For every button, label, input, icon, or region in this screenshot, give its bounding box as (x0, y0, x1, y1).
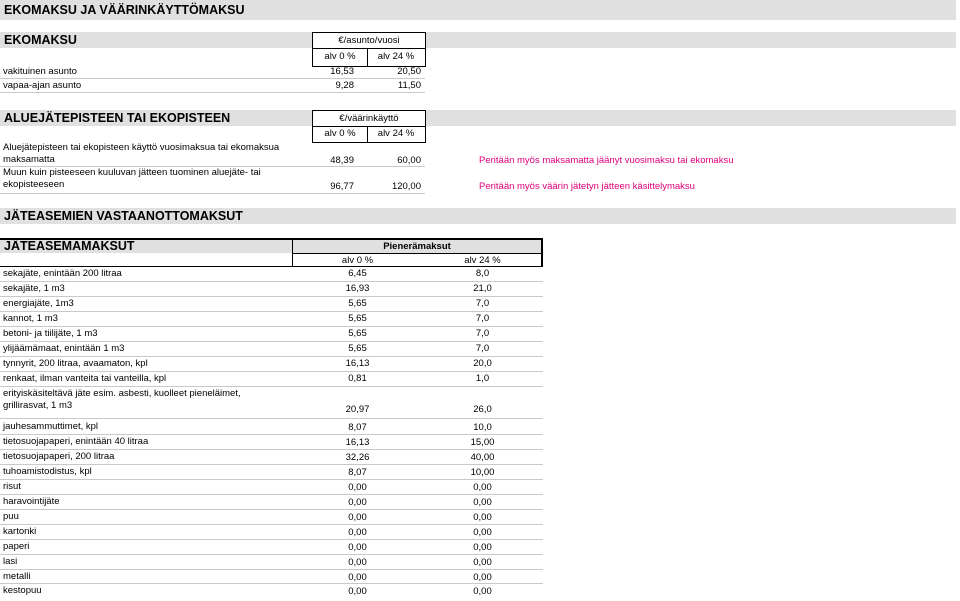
jateasema-row-divider (0, 418, 543, 419)
jateasema-row-divider (0, 554, 543, 555)
jateasema-row-label: metalli (3, 571, 31, 582)
jateasema-row-label: tietosuojapaperi, enintään 40 litraa (3, 436, 149, 447)
jateasema-row-v2: 7,0 (475, 343, 490, 354)
jateasema-row-divider (0, 434, 543, 435)
aluejate-unit-divider (313, 126, 425, 127)
jateasema-row-v1: 0,00 (348, 557, 367, 568)
jateasema-row-label: betoni- ja tiilijäte, 1 m3 (3, 328, 98, 339)
jateasema-row-v1: 5,65 (348, 343, 367, 354)
jateasema-row-divider (0, 494, 543, 495)
jateasema-row-v1: 20,97 (345, 404, 370, 415)
jateasema-row-divider (0, 449, 543, 450)
aluejate-row-label-b: maksamatta (3, 154, 55, 165)
jateasema-col1: alv 0 % (341, 255, 374, 266)
ekomaksu-col2: alv 24 % (377, 51, 415, 62)
ekomaksu-row-divider (0, 78, 425, 79)
jateasema-row-v1: 0,00 (348, 512, 367, 523)
aluejate-row-v2: 60,00 (397, 155, 421, 166)
jateasema-row-divider (0, 509, 543, 510)
jateasema-row-v1: 16,13 (345, 358, 370, 369)
jateasema-row-label: paperi (3, 541, 30, 552)
aluejate-row-divider (0, 193, 425, 194)
jateasema-row-label: lasi (3, 556, 18, 567)
jateasema-row-divider (0, 569, 543, 570)
ekomaksu-row-v1: 16,53 (330, 66, 354, 77)
jateasema-row-v2: 0,00 (473, 482, 492, 493)
aluejate-row-v1: 48,39 (330, 155, 354, 166)
jateasema-row-divider (0, 583, 543, 584)
jateasema-row-v1: 0,00 (348, 497, 367, 508)
jateasema-row-v2: 1,0 (475, 373, 490, 384)
jateasema-row-v1: 0,00 (348, 482, 367, 493)
aluejate-row-v1: 96,77 (330, 181, 354, 192)
ekomaksu-header-band (0, 32, 956, 48)
ekomaksu-row-divider (0, 92, 425, 93)
jateasema-row-v1: 0,00 (348, 586, 367, 597)
jateasema-row-divider (0, 371, 543, 372)
jateasema-row-v1: 0,00 (348, 572, 367, 583)
ekomaksu-row-label: vapaa-ajan asunto (3, 80, 82, 91)
jateasema-row-label: tuhoamistodistus, kpl (3, 466, 92, 477)
jateasema-row-v2: 21,0 (473, 283, 492, 294)
jateasema-row-v1: 6,45 (348, 268, 367, 279)
jateasema-row-v1: 8,07 (348, 467, 367, 478)
jateasema-row-divider (0, 524, 543, 525)
ekomaksu-title: EKOMAKSU (4, 33, 77, 47)
jateasema-row-label: kannot, 1 m3 (3, 313, 58, 324)
jateasema-row-divider (0, 386, 543, 387)
jateasema-row-label: kartonki (3, 526, 37, 537)
aluejate-row-label-a: Aluejätepisteen tai ekopisteen käyttö vuosimaksua tai ekomaksua (3, 142, 280, 153)
jateasema-row-label: tynnyrit, 200 litraa, avaamaton, kpl (3, 358, 148, 369)
page-title: EKOMAKSU JA VÄÄRINKÄYTTÖMAKSU (4, 3, 245, 17)
jateasema-row-label: risut (3, 481, 21, 492)
aluejate-row-note: Peritään myös väärin jätetyn jätteen käsittelymaksu (479, 181, 695, 192)
jateasema-col2: alv 24 % (464, 255, 501, 266)
jateasema-row-v2: 0,00 (473, 512, 492, 523)
jateasema-row-v2: 20,0 (473, 358, 492, 369)
jateasema-row-label: energiajäte, 1m3 (3, 298, 74, 309)
jateasema-row-v1: 5,65 (348, 328, 367, 339)
aluejate-row-note: Peritään myös maksamatta jäänyt vuosimaksu tai ekomaksu (479, 155, 734, 166)
ekomaksu-row-v1: 9,28 (335, 80, 354, 91)
jateasema-row-v2: 26,0 (473, 404, 492, 415)
ekomaksu-unit-divider (313, 48, 425, 49)
jateasema-row-v1: 0,00 (348, 527, 367, 538)
jateasema-row-v2: 40,00 (470, 452, 495, 463)
jateasema-row-v2: 0,00 (473, 586, 492, 597)
jateasema-row-v2: 15,00 (470, 437, 495, 448)
aluejate-col1: alv 0 % (324, 128, 356, 139)
jateasema-row-label: renkaat, ilman vanteita tai vanteilla, kpl (3, 373, 167, 384)
aluejate-col2: alv 24 % (377, 128, 415, 139)
jateasema-row-divider (0, 311, 543, 312)
jateasema-row-divider (0, 326, 543, 327)
jateasema-row-v2: 0,00 (473, 497, 492, 508)
ekomaksu-col1: alv 0 % (324, 51, 356, 62)
jateasema-row-label: sekajäte, 1 m3 (3, 283, 65, 294)
jateasema-row-v2: 8,0 (475, 268, 490, 279)
jateasema-row-divider (0, 464, 543, 465)
ekomaksu-row-v2: 20,50 (397, 66, 421, 77)
jateasema-row-v1: 5,65 (348, 313, 367, 324)
jateasema-row-v2: 0,00 (473, 572, 492, 583)
jateasema-row-v2: 7,0 (475, 298, 490, 309)
aluejate-unit: €/väärinkäyttö (339, 113, 399, 124)
jateasema-row-divider (0, 539, 543, 540)
jateasema-row-label: tietosuojapaperi, 200 litraa (3, 451, 115, 462)
jateasema-row-label: puu (3, 511, 19, 522)
jateasema-header-bottom (0, 266, 543, 267)
jateasema-row-v2: 7,0 (475, 328, 490, 339)
jateasema-row-label-line2: grillirasvat, 1 m3 (3, 400, 73, 411)
jateasema-row-divider (0, 281, 543, 282)
jateasema-row-v2: 0,00 (473, 527, 492, 538)
jateasema-row-v1: 16,13 (345, 437, 370, 448)
jateasema-row-divider (0, 296, 543, 297)
jateasema-row-divider (0, 479, 543, 480)
jateasema-group-divider (292, 253, 542, 254)
jateasema-row-label: jauhesammuttimet, kpl (3, 421, 99, 432)
jateasema-row-v1: 0,00 (348, 542, 367, 553)
jateasema-row-v1: 8,07 (348, 422, 367, 433)
jateasema-row-label: haravointijäte (3, 496, 60, 507)
jateasema-title: JÄTEASEMAMAKSUT (4, 239, 135, 253)
ekomaksu-row-v2: 11,50 (397, 80, 421, 91)
jateasema-row-label: sekajäte, enintään 200 litraa (3, 268, 122, 279)
jateasema-row-v1: 16,93 (345, 283, 370, 294)
jateasema-row-v1: 5,65 (348, 298, 367, 309)
jateasema-row-label: ylijäämämaat, enintään 1 m3 (3, 343, 125, 354)
ekomaksu-unit: €/asunto/vuosi (338, 35, 400, 46)
jateasema-row-v1: 32,26 (345, 452, 370, 463)
aluejate-row-v2: 120,00 (391, 181, 421, 192)
jateasema-row-divider (0, 356, 543, 357)
jateasema-row-v1: 0,81 (348, 373, 367, 384)
jateasema-row-v2: 7,0 (475, 313, 490, 324)
jateasema-group: Pienerämaksut (383, 241, 451, 252)
jateasema-row-divider (0, 341, 543, 342)
jateasema-row-v2: 10,00 (470, 467, 495, 478)
jateasema-row-v2: 0,00 (473, 557, 492, 568)
jateasema-row-v2: 10,0 (473, 422, 492, 433)
aluejate-row-label-a: Muun kuin pisteeseen kuuluvan jätteen tuominen aluejäte- tai (3, 167, 261, 178)
jateasema-row-v2: 0,00 (473, 542, 492, 553)
vastaanotto-title: JÄTEASEMIEN VASTAANOTTOMAKSUT (4, 209, 243, 223)
jateasema-row-label: kestopuu (3, 585, 42, 596)
jateasema-row-label: erityiskäsiteltävä jäte esim. asbesti, kuolleet pieneläimet, (3, 388, 241, 399)
aluejate-title: ALUEJÄTEPISTEEN TAI EKOPISTEEN (4, 111, 231, 125)
ekomaksu-row-label: vakituinen asunto (3, 66, 77, 77)
aluejate-row-label-b: ekopisteeseen (3, 179, 65, 190)
